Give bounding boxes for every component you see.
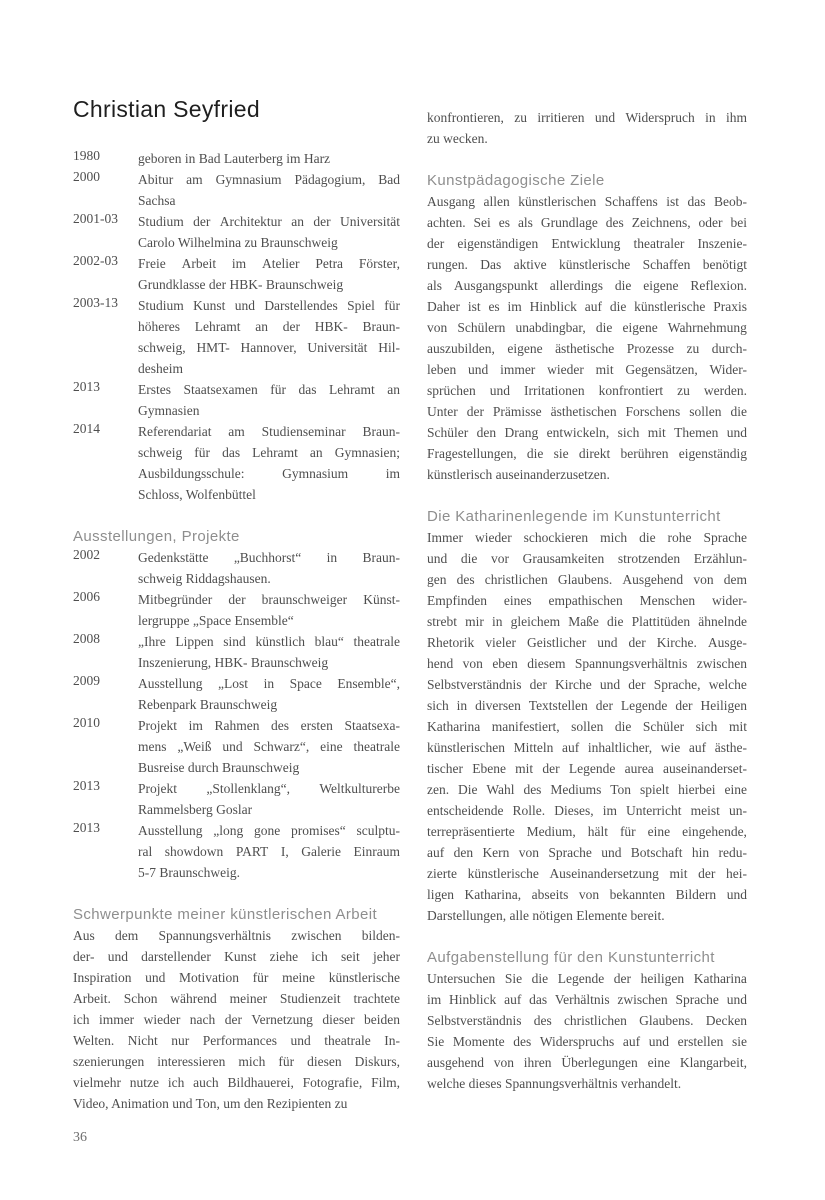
exhibitions-heading: Ausstellungen, Projekte xyxy=(73,528,240,545)
text-line: entscheidende Rolle. Dieses, im Unterricht meist un- xyxy=(427,803,747,818)
text-line: desheim xyxy=(138,361,183,376)
text-line: Gedenkstätte „Buchhorst“ in Braun- xyxy=(138,550,400,565)
text-line: Referendariat am Studienseminar Braun- xyxy=(138,424,400,439)
item-year: 2002 xyxy=(73,547,100,562)
text-line: Daher ist es im Hinblick auf die künstlerische Praxis xyxy=(427,299,747,314)
text-line: auszubilden, eigene ästhetische Prozesse zu durch- xyxy=(427,341,747,356)
text-line: Inspiration und Motivation für meine künstlerische xyxy=(73,970,400,985)
text-line: als Ausgangspunkt allerdings die eigene Reflexion. xyxy=(427,278,747,293)
text-line: Empfinden eines empathischen Menschen wider- xyxy=(427,593,747,608)
item-year: 2002-03 xyxy=(73,253,118,268)
text-line: Busreise durch Braunschweig xyxy=(138,760,300,775)
text-line: Ausgang allen künstlerischen Schaffens ist das Beob- xyxy=(427,194,747,209)
item-description xyxy=(138,379,400,421)
item-year: 2003-13 xyxy=(73,295,118,310)
item-description xyxy=(138,148,400,169)
list-item xyxy=(73,211,400,253)
text-line: Schloss, Wolfenbüttel xyxy=(138,487,256,502)
list-item xyxy=(73,589,400,631)
list-item xyxy=(73,673,400,715)
text-line: schweig Riddagshausen. xyxy=(138,571,271,586)
item-description xyxy=(138,589,400,631)
item-year: 2010 xyxy=(73,715,100,730)
list-item xyxy=(73,631,400,673)
cv-list xyxy=(73,148,400,505)
text-line: Studium Kunst und Darstellendes Spiel für xyxy=(138,298,400,313)
text-line: Carolo Wilhelmina zu Braunschweig xyxy=(138,235,338,250)
text-line: Video, Animation und Ton, um den Rezipienten zu xyxy=(73,1096,348,1111)
text-line: von Schülern unabdingbar, die eigene Wahrnehmung xyxy=(427,320,747,335)
item-description xyxy=(138,778,400,820)
text-line: ligen Katharina, abseits von bekannten Bildern und xyxy=(427,887,747,902)
text-line: Abitur am Gymnasium Pädagogium, Bad xyxy=(138,172,400,187)
text-line: Ausstellung „Lost in Space Ensemble“, xyxy=(138,676,400,691)
list-item xyxy=(73,379,400,421)
text-line: Katharina manifestiert, sollen die Schüler sich mit xyxy=(427,719,747,734)
list-item xyxy=(73,169,400,211)
list-item xyxy=(73,253,400,295)
text-line: Schüler den Drang entwickeln, sich mit Themen und xyxy=(427,425,747,440)
text-line: der eigenständigen Entwicklung theatraler Inszenie- xyxy=(427,236,747,251)
text-line: vielmehr nutze ich auch Bildhauerei, Fotografie, Film, xyxy=(73,1075,400,1090)
text-line: Rammelsberg Goslar xyxy=(138,802,253,817)
section-paragraph-goals xyxy=(427,191,747,485)
text-line: 5-7 Braunschweig. xyxy=(138,865,240,880)
list-item xyxy=(73,820,400,883)
text-line: szenierungen interessieren mich für diesen Diskurs, xyxy=(73,1054,400,1069)
text-line: hend von eben diesem Spannungsverhältnis zwischen xyxy=(427,656,747,671)
item-description xyxy=(138,715,400,778)
text-line: sich in diversen Textstellen der Legende der Heiligen xyxy=(427,698,747,713)
text-line: Freie Arbeit im Atelier Petra Förster, xyxy=(138,256,400,271)
text-line: im Hinblick auf das Verhältnis zwischen Sprache und xyxy=(427,992,747,1007)
text-line: Grundklasse der HBK- Braunschweig xyxy=(138,277,344,292)
text-line: sprüchen und Irritationen konfrontiert zu werden. xyxy=(427,383,747,398)
text-line: lergruppe „Space Ensemble“ xyxy=(138,613,294,628)
item-year: 2008 xyxy=(73,631,100,646)
text-line: Untersuchen Sie die Legende der heiligen Katharina xyxy=(427,971,747,986)
item-year: 2006 xyxy=(73,589,100,604)
text-line: Welten. Nicht nur Performances und theatrale In- xyxy=(73,1033,400,1048)
text-line: Sachsa xyxy=(138,193,176,208)
text-line: höheres Lehramt an der HBK- Braun- xyxy=(138,319,400,334)
text-line: Sie Momente des Widerspruchs auf und erstellen sie xyxy=(427,1034,747,1049)
item-description xyxy=(138,421,400,505)
text-line: Darstellungen, alle nötigen Elemente bereit. xyxy=(427,908,665,923)
text-line: Erstes Staatsexamen für das Lehramt an xyxy=(138,382,400,397)
item-year: 1980 xyxy=(73,148,100,163)
text-line: achten. Sei es als Grundlage des Zeichnens, oder bei xyxy=(427,215,747,230)
item-year: 2014 xyxy=(73,421,100,436)
list-item xyxy=(73,295,400,379)
focus-paragraph xyxy=(73,925,400,1114)
text-line: Rebenpark Braunschweig xyxy=(138,697,278,712)
text-line: mens „Weiß und Schwarz“, eine theatrale xyxy=(138,739,400,754)
list-item xyxy=(73,547,400,589)
text-line: der- und darstellender Kunst ziehe ich seit jeher xyxy=(73,949,400,964)
item-year: 2000 xyxy=(73,169,100,184)
text-line: ich immer wieder nach der Vernetzung dieser beiden xyxy=(73,1012,400,1027)
page-number: 36 xyxy=(73,1130,87,1145)
text-line: Inszenierung, HBK- Braunschweig xyxy=(138,655,329,670)
item-year: 2013 xyxy=(73,778,100,793)
item-year: 2009 xyxy=(73,673,100,688)
text-line: künstlerisch auseinanderzusetzen. xyxy=(427,467,610,482)
text-line: rungen. Das aktive künstlerische Schaffen benötigt xyxy=(427,257,747,272)
focus-heading: Schwerpunkte meiner künstlerischen Arbeit xyxy=(73,906,378,923)
item-description xyxy=(138,673,400,715)
text-line: leben und immer wieder mit Gegensätzen, Wider- xyxy=(427,362,747,377)
text-line: Mitbegründer der braunschweiger Künst- xyxy=(138,592,400,607)
text-line: schweig für das Lehramt an Gymnasien; xyxy=(138,445,400,460)
text-line: strebt mir in gleichem Maße die Plattitüden ähnelnde xyxy=(427,614,747,629)
section-heading-legend: Die Katharinenlegende im Kunstunterricht xyxy=(427,508,721,525)
text-line: gen des christlichen Glaubens. Ausgehend von dem xyxy=(427,572,747,587)
text-line: Aus dem Spannungsverhältnis zwischen bilden- xyxy=(73,928,400,943)
section-paragraph-assignment xyxy=(427,968,747,1094)
list-item xyxy=(73,148,400,169)
item-description xyxy=(138,631,400,673)
item-description xyxy=(138,820,400,883)
section-heading-goals: Kunstpädagogische Ziele xyxy=(427,172,605,189)
text-line: schweig, HMT- Hannover, Universität Hil- xyxy=(138,340,400,355)
text-line: zierte künstlerische Auseinandersetzung mit der hei- xyxy=(427,866,747,881)
continuation-paragraph xyxy=(427,107,747,149)
text-line: Selbstverständnis des christlichen Glaubens. Decken xyxy=(427,1013,747,1028)
item-year: 2013 xyxy=(73,820,100,835)
text-line: Projekt „Stollenklang“, Weltkulturerbe xyxy=(138,781,400,796)
text-line: ausgehend von ihren Überlegungen eine Klangarbeit, xyxy=(427,1055,747,1070)
item-description xyxy=(138,211,400,253)
text-line: welche dieses Spannungsverhältnis verhandelt. xyxy=(427,1076,682,1091)
text-line: Unter der Prämisse ästhetischen Forschens sollen die xyxy=(427,404,747,419)
text-line: Gymnasien xyxy=(138,403,200,418)
text-line: tischer Ebene mit der Legende aurea auseinanderset- xyxy=(427,761,747,776)
text-line: geboren in Bad Lauterberg im Harz xyxy=(138,151,331,166)
item-description xyxy=(138,169,400,211)
text-line: Studium der Architektur an der Universität xyxy=(138,214,400,229)
list-item xyxy=(73,421,400,505)
text-line: künstlerischen Mitteln auf inhaltlicher, wie auf ästhe- xyxy=(427,740,747,755)
section-paragraph-legend xyxy=(427,527,747,926)
item-description xyxy=(138,295,400,379)
list-item xyxy=(73,778,400,820)
list-item xyxy=(73,715,400,778)
text-line: Projekt im Rahmen des ersten Staatsexa- xyxy=(138,718,400,733)
text-line: auf den Kern von Sprache und Botschaft hin redu- xyxy=(427,845,747,860)
text-line: Immer wieder schockieren mich die rohe Sprache xyxy=(427,530,747,545)
item-year: 2001-03 xyxy=(73,211,118,226)
text-line: „Ihre Lippen sind künstlich blau“ theatrale xyxy=(138,634,400,649)
section-heading-assignment: Aufgabenstellung für den Kunstunterricht xyxy=(427,949,715,966)
item-year: 2013 xyxy=(73,379,100,394)
text-line: Fragestellungen, die sie direkt berühren eigenständig xyxy=(427,446,747,461)
page-title: Christian Seyfried xyxy=(73,96,260,122)
text-line: Rhetorik vieler Geistlicher und der Kirche. Ausge- xyxy=(427,635,747,650)
text-line: zen. Die Wahl des Mediums Ton spielt hierbei eine xyxy=(427,782,747,797)
text-line: zu wecken. xyxy=(427,131,488,146)
text-line: Ausstellung „long gone promises“ sculptu- xyxy=(138,823,400,838)
text-line: und die vor Grausamkeiten strotzenden Erzählun- xyxy=(427,551,747,566)
text-line: konfrontieren, zu irritieren und Widerspruch in ihm xyxy=(427,110,747,125)
text-line: Selbstverständnis der Kirche und der Sprache, welche xyxy=(427,677,747,692)
text-line: Arbeit. Schon während meiner Studienzeit trachtete xyxy=(73,991,400,1006)
text-line: terrepräsentierte Medium, hält für eine eingehende, xyxy=(427,824,747,839)
item-description xyxy=(138,547,400,589)
text-line: Ausbildungsschule: Gymnasium im xyxy=(138,466,400,481)
exhibitions-list xyxy=(73,547,400,883)
item-description xyxy=(138,253,400,295)
text-line: ral showdown PART I, Galerie Einraum xyxy=(138,844,400,859)
